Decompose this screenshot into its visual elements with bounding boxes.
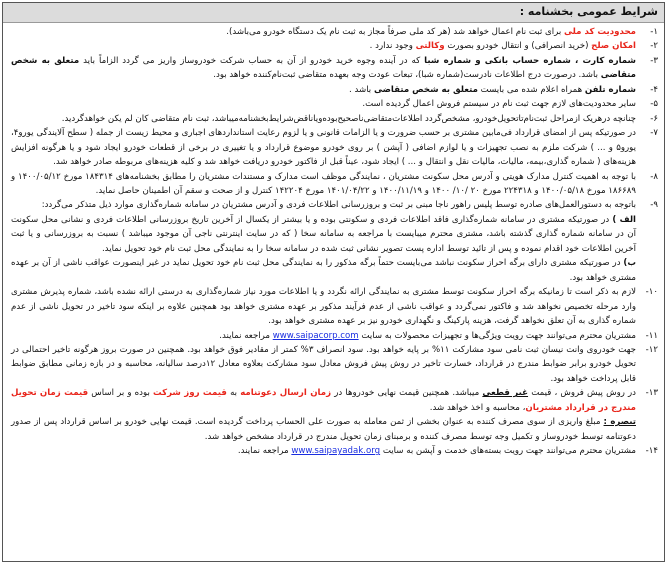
term-number: ۱۴- bbox=[645, 446, 658, 457]
term-text: در صورتیکه پس از امضای قرارداد فی‌مابین مشتری بر حسب ضرورت و یا الزامات قانونی و یا لزوم رعایت استانداردهای اجباری و محیط زیست از جمله ( سطح آلایندگی یورو۴، یورو۵ و ... ) شرکت ملزم به نصب تجهیزات و یا لوازم اضافی ( آپشن ) بر روی خودرو موضوع قرارداد و یا تغییری در برخی از قطعات خودرو ایجاد شود و یا هرگونه افزایش هزینه‌های ( شماره گذاری،بیمه، مالیات، مالیات نقل و انتقال و ... ) ایجاد شود، عیناً قبل از فاکتور خودرو دریافت خواهد شد و کلیه هزینه‌های مربوطه صادر خواهد شد. bbox=[11, 128, 636, 168]
saipayadak-link[interactable]: www.saipayadak.org bbox=[291, 446, 381, 457]
highlight-national-code-limit: محدودیت کد ملی bbox=[563, 27, 636, 37]
highlight-delivery-time-price: قیمت زمان bbox=[39, 388, 89, 399]
term-text-block bbox=[11, 386, 636, 415]
note-block bbox=[11, 415, 636, 444]
header-band bbox=[3, 3, 664, 23]
term-text: لازم به ذکر است تا زمانیکه برگه احراز سکونت توسط مشتری به نمایندگی ارائه نگردد و یا اطلاعات مورد نیاز شماره‌گذاری به درستی ارائه نشده باشد، شماره پذیرش مشتری وارد مرحله تخصیص نخواهد شد و فاکتور نمی‌گردد و عواقب ناشی از عدم فرآیند مذکور بر عهده مشتری خواهد بود همچنین علاوه بر اینکه سود تاخیر در تحویل ناشی از عدم شماره گذاری به آن تعلق نخواهد گرفت، هزینه پارکینگ و نگهداری خودرو نیز بر عهده مشتری خواهد بود. bbox=[11, 287, 636, 327]
term-text: بوده و بر اساس bbox=[88, 388, 153, 399]
term-14 bbox=[11, 444, 658, 458]
bold-non-final-price: غیر قطعی bbox=[482, 388, 529, 399]
term-number: ۲- bbox=[650, 41, 658, 52]
term-text: مراجعه نمایند. bbox=[237, 446, 292, 457]
saipacorp-link[interactable]: www.saipacorp.com bbox=[272, 330, 359, 341]
term-7 bbox=[11, 126, 658, 169]
term-5 bbox=[11, 97, 658, 111]
term-text: به bbox=[226, 388, 241, 399]
term-9 bbox=[11, 198, 658, 285]
term-8 bbox=[11, 170, 658, 199]
highlight-company-day-price: قیمت روز شرکت bbox=[152, 388, 227, 399]
term-text: سایر محدودیت‌های لازم جهت ثبت نام در سیستم فروش اعمال گردیده است. bbox=[362, 99, 636, 110]
term-number: ۱- bbox=[650, 27, 658, 37]
term-13 bbox=[11, 386, 658, 444]
highlight-settlement: امکان صلح bbox=[591, 41, 636, 52]
term-text: (خرید انصرافی) و انتقال خودرو بصورت bbox=[444, 41, 592, 52]
document-title: شرایط عمومی بخشنامه : bbox=[519, 5, 658, 18]
term-10 bbox=[11, 285, 658, 328]
term-text: جهت خودروی وانت نیسان ثبت نامی سود مشارکت ۱۱% بر پایه خواهد بود. سود انصراف ۳% کمتر از مقادیر فوق خواهد بود. همچنین در صورت بروز هرگونه تاخیر احتمالی در تحویل خودرو برابر ضوابط مندرج در قرارداد، خسارت تاخیر در روش پیش فروش معادل سود مشارکت بعلاوه معادل ۱۲درصد سالیانه، محاسبه و در بازه زمانی مطابق ضوابط قابل پرداخت خواهد بود. bbox=[11, 344, 637, 384]
sub-clause-text: در صورتیکه مشتری دارای برگه احراز سکونت نباشد می‌بایست حتماً برگه مذکور را به نمایندگی محل ثبت نام خود تحویل نماید در غیر اینصورت عواقب ناشی از آن بر عهده مشتری خواهد بود. bbox=[11, 258, 636, 283]
term-number: ۶- bbox=[650, 113, 658, 124]
term-text: باتوجه به دستورالعمل‌های صادره توسط پلیس راهور ناجا مبنی بر ثبت و بروزرسانی اطلاعات فردی و آدرس مشتریان در سامانه شماره‌گذاری موارد ذیل متذکر می‌گردد: bbox=[41, 200, 636, 211]
term-11 bbox=[11, 329, 658, 343]
term-number: ۸- bbox=[650, 171, 658, 182]
term-text: با توجه به اهمیت کنترل مدارک هویتی و آدرس محل سکونت مشتریان ، نمایندگی موظف است مدارک و مستندات مشتریان را مطابق بخشنامه‌های ۱۸۴۳۱۴ مورخ ۱۴۰۰/۰۵/۱۲ و ۱۸۶۶۸۹ مورخ ۱۴۰۰/۰۵/۱۸ و ۲۲۴۳۱۸ مورخ ۲۰ /۱۰/ ۱۴۰۰ و ۱۴۰۰/۱۱/۱۹ و ۱۴۰۱/۰۴/۲۲ مورخ ۱۴۲۲۰۴ کنترل و از صحت و سقم آن اطمینان حاصل نماید. bbox=[11, 171, 636, 196]
term-number: ۱۱- bbox=[645, 330, 658, 341]
term-text: همراه اعلام شده می بایست bbox=[477, 84, 585, 95]
term-2 bbox=[11, 39, 658, 53]
highlight-contract-delivery: تحویل مندرج در قرارداد مشتریان bbox=[11, 388, 636, 413]
sub-clause-b bbox=[11, 256, 636, 285]
term-text: باشد . bbox=[349, 84, 374, 95]
terms-list bbox=[11, 25, 658, 459]
term-number: ۱۰- bbox=[645, 287, 658, 298]
term-number: ۷- bbox=[650, 128, 658, 139]
term-number: ۵- bbox=[650, 99, 658, 110]
term-number: ۹- bbox=[650, 200, 658, 211]
sub-clause-a bbox=[11, 213, 636, 256]
highlight-invitation-time: زمان ارسال دعوتنامه bbox=[240, 388, 332, 399]
bold-bank-details: شماره کارت ، شماره حساب بانکی و شماره شبا bbox=[424, 55, 637, 66]
sub-clause-label: ب) bbox=[623, 258, 636, 269]
term-number: ۳- bbox=[650, 55, 658, 66]
term-3 bbox=[11, 54, 658, 83]
term-text: چنانچه درهریک ازمراحل ثبت‌نام‌تاتحویل‌خودرو، مشخص‌گردد اطلاعات‌متقاضی‌ناصحیح‌بوده‌ویاناقض‌شرایط‌بخشنامه‌میباشد، ثبت نام متقاضی کان لم یکن خواهدگردید. bbox=[61, 113, 636, 124]
term-number: ۱۲- bbox=[645, 344, 658, 355]
term-1 bbox=[11, 25, 658, 39]
note-label: تبصره : bbox=[603, 417, 636, 428]
note-text: مبلغ واریزی از سوی مصرف کننده به عنوان بخشی از ثمن معامله به صورت علی الحساب پرداخت گردیده است. قیمت نهایی خودرو بر اساس قرارداد پس از صدور دعوتنامه توسط خودروساز و تکمیل وجه توسط مصرف کننده و برمبنای زمان تحویل مندرج در قرارداد مشخص خواهد شد. bbox=[11, 417, 636, 442]
term-number: ۱۳- bbox=[645, 388, 658, 399]
term-6 bbox=[11, 112, 658, 126]
term-text: میباشد. همچنین قیمت نهایی خودروها در bbox=[331, 388, 483, 399]
terms-document bbox=[2, 2, 665, 562]
bold-phone-number: شماره تلفن bbox=[584, 84, 636, 95]
term-text: باشد. درصورت درج اطلاعات نادرست(شماره شبا)، تبعات عودت وجه بعهده متقاضی ثبت‌نام‌کننده خواهد بود. bbox=[213, 70, 601, 81]
sub-clause-text: در صورتیکه مشتری در سامانه شماره‌گذاری فاقد اطلاعات فردی و سکونتی بوده و یا بیشتر از یکسال از آخرین تاریخ بروزرسانی اطلاعات فردی و نشانی محل سکونت آن در سامانه شماره گذاری گذشته باشد، مشتری محترم میبایست با مراجعه به سامانه سخا ( که در سایت اینترنتی ناجی آن موجود میباشد ) نسبت به بروزرسانی و یا ثبت آخرین اطلاعات خود اقدام نموده و پس از تائید توسط اداره پست تصویر نشانی ثبت شده در سامانه سخا را به نمایندگی محل ثبت نام خود تحویل نماید. bbox=[11, 214, 636, 254]
term-text: که در آینده وجوه خرید خودرو از آن به حساب شرکت خودروساز واریز می گردد الزاماً باید bbox=[79, 55, 425, 66]
bold-owner-requirement: متعلق به شخص متقاضی bbox=[373, 84, 478, 95]
sub-clause-label: الف ) bbox=[612, 214, 636, 225]
term-text: مشتریان محترم می‌توانند جهت رویت بسته‌های خدمت و آپشن به سایت bbox=[380, 446, 636, 457]
term-text: مراجعه نمایند. bbox=[219, 330, 273, 341]
highlight-power-of-attorney: وکالتی bbox=[415, 41, 445, 52]
term-12 bbox=[11, 343, 658, 386]
term-text: در روش پیش فروش ، قیمت bbox=[528, 388, 637, 399]
term-text: ، محاسبه و اخذ خواهد شد. bbox=[429, 402, 526, 413]
bold-owner-requirement: متعلق به شخص متقاضی bbox=[11, 55, 636, 81]
term-4 bbox=[11, 83, 658, 97]
term-text: وجود ندارد . bbox=[369, 41, 416, 52]
term-number: ۴- bbox=[650, 84, 658, 95]
term-text: برای ثبت نام اعمال خواهد شد (هر کد ملی صرفاً مجاز به ثبت نام یک دستگاه خودرو می‌باشد). bbox=[226, 27, 564, 37]
term-text: مشتریان محترم می‌توانند جهت رویت ویژگی‌ها و تجهیزات محصولات به سایت bbox=[358, 330, 636, 341]
